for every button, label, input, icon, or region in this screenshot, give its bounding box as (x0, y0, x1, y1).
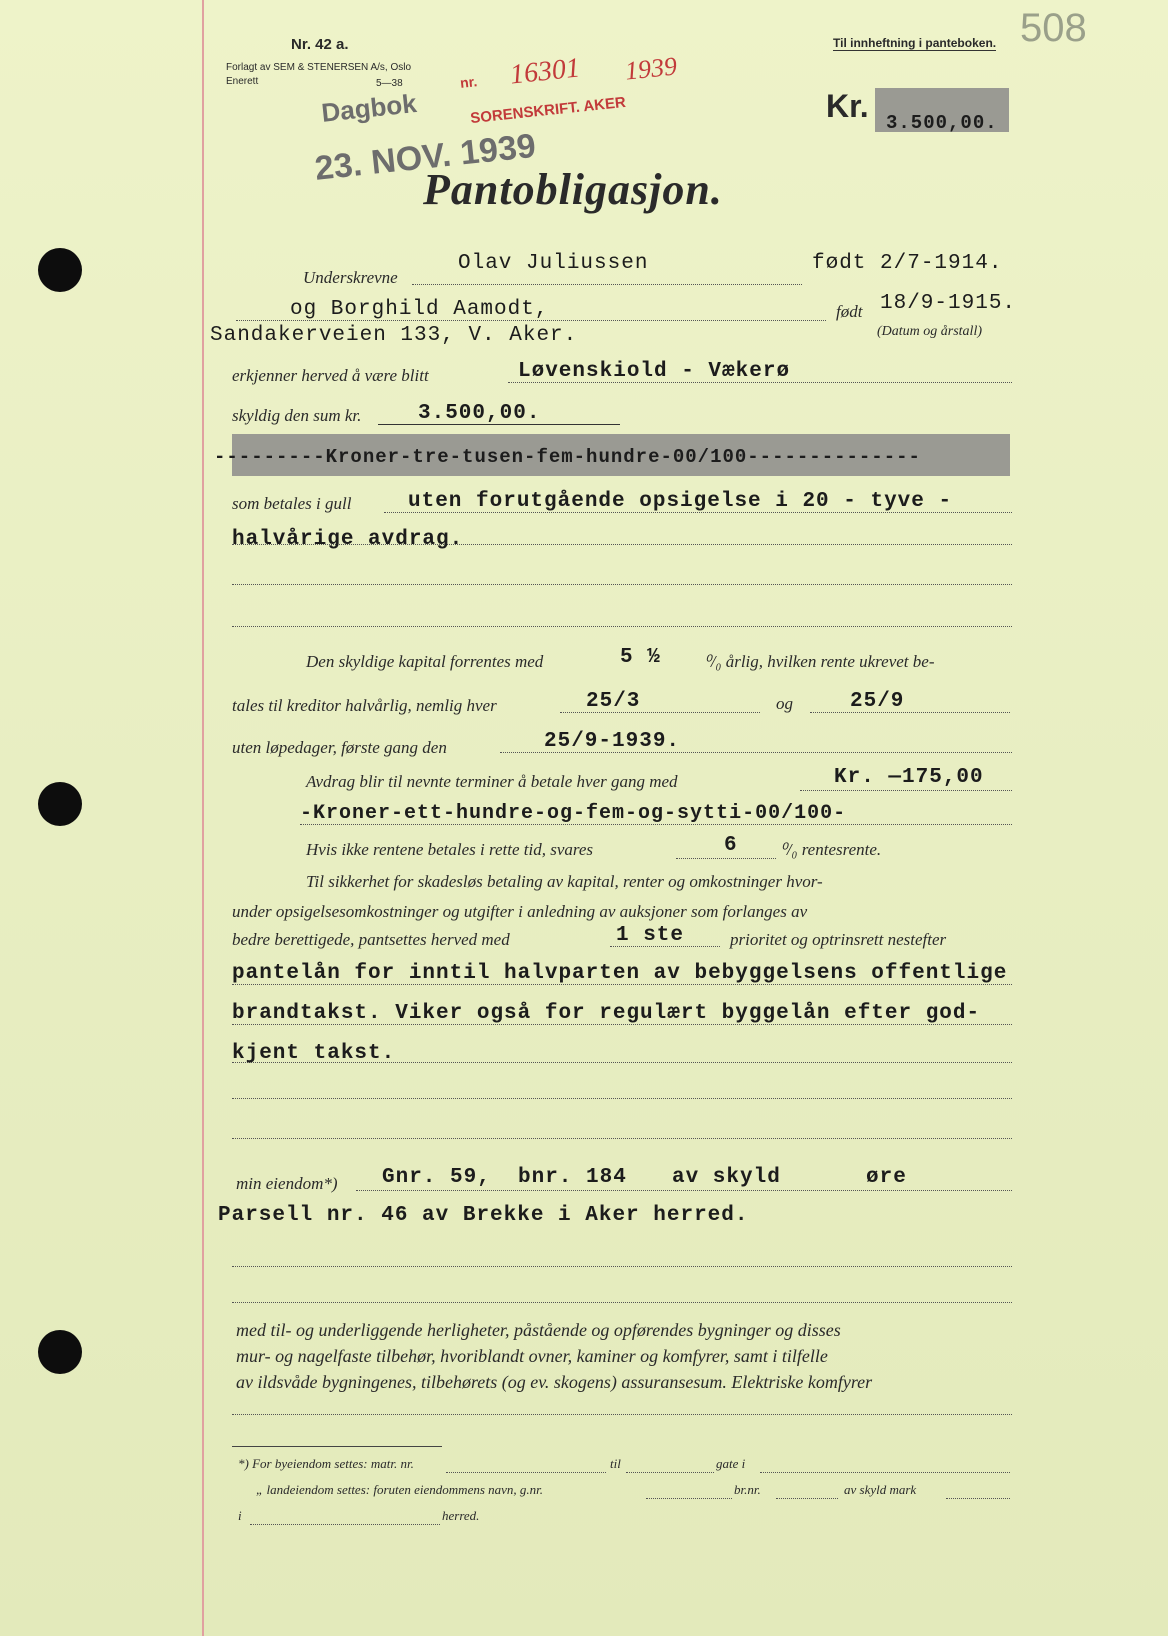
fill-line (356, 1190, 1012, 1191)
installment-amount: Kr. —175,00 (834, 766, 984, 789)
property-parcel: Parsell nr. 46 av Brekke i Aker herred. (218, 1204, 749, 1227)
edition-text: 5—38 (376, 78, 403, 89)
security-text-3b: prioritet og optrinsrett nestefter (730, 930, 947, 949)
debtor-name-2: og Borghild Aamodt, (290, 298, 549, 321)
fill-line (232, 1302, 1012, 1303)
document-title: Pantobligasjon. (423, 165, 723, 214)
fill-line (776, 1498, 838, 1499)
fill-line (946, 1498, 1010, 1499)
debtor-born-1: født 2/7-1914. (812, 252, 1003, 275)
property-bnr: bnr. 184 (518, 1166, 627, 1189)
fill-line (810, 712, 1010, 713)
stamp-nr-label: nr. (459, 73, 478, 91)
footnote-2c: av skyld mark (844, 1482, 917, 1497)
security-line-3: kjent takst. (232, 1042, 396, 1065)
interest-text-7: ⁰/₀ rentesrente. (780, 840, 882, 859)
interest-text-5: Avdrag blir til nevnte terminer å betale hver gang med (306, 772, 678, 791)
form-number: Nr. 42 a. (291, 36, 349, 53)
interest-text-3: tales til kreditor halvårlig, nemlig hver (232, 696, 497, 715)
acknowledge-label: erkjenner herved å være blitt (232, 366, 429, 385)
security-line-2: brandtakst. Viker også for regulært byggelån efter god- (232, 1002, 981, 1025)
fill-line (232, 1266, 1012, 1267)
margin-line (202, 0, 204, 1636)
amount-box-value: 3.500,00. (886, 112, 998, 134)
interest-date-1: 25/3 (586, 690, 641, 713)
footnote-3b: herred. (442, 1508, 480, 1523)
stamp-nr-value: 16301 (508, 52, 582, 91)
interest-text-1: Den skyldige kapital forrentes med (306, 652, 544, 671)
sum-words: ---------Kroner-tre-tusen-fem-hundre-00/100-------------- (214, 446, 921, 468)
fill-line (646, 1498, 732, 1499)
footnote-rule (232, 1446, 442, 1447)
interest-rate: 5 ½ (620, 646, 661, 669)
closing-line-2: mur- og nagelfaste tilbehør, hvoriblandt ovner, kaminer og komfyrer, samt i tilfelle (236, 1346, 828, 1366)
creditor-name: Løvenskiold - Vækerø (518, 360, 791, 383)
fill-line (760, 1472, 1010, 1473)
interest-og: og (776, 694, 793, 713)
stamp-office: SORENSKRIFT. AKER (469, 93, 627, 128)
undersigned-label: Underskrevne (303, 268, 398, 287)
closing-line-3: av ildsvåde bygningenes, tilbehørets (og ev. skogens) assuransesum. Elektriske komfyrer (236, 1372, 873, 1392)
stamp-year: 1939 (623, 51, 679, 86)
fill-line (626, 1472, 714, 1473)
born-2-label: født (836, 302, 863, 321)
interest-text-6: Hvis ikke rentene betales i rette tid, svares (306, 840, 594, 859)
property-ore: øre (866, 1166, 907, 1189)
fill-line (232, 626, 1012, 627)
fill-line (800, 790, 1012, 791)
installment-words: -Kroner-ett-hundre-og-fem-og-sytti-00/100- (300, 802, 847, 825)
registration-stamp (320, 88, 418, 129)
first-payment-date: 25/9-1939. (544, 730, 681, 753)
interest-text-2: ⁰/₀ årlig, hvilken rente ukrevet be- (704, 652, 935, 671)
publisher-imprint: Forlagt av SEM & STENERSEN A/s, Oslo (226, 62, 412, 73)
footnote-1b: til (610, 1456, 621, 1471)
debtor-name-1: Olav Juliussen (458, 252, 649, 275)
security-line-1: pantelån for inntil halvparten av bebyggelsens offentlige (232, 962, 1008, 985)
payment-line-2: halvårige avdrag. (232, 528, 464, 551)
interest-text-4: uten løpedager, første gang den (232, 738, 447, 757)
binder-hole (38, 782, 82, 826)
stamp-date: 23. NOV. 1939 (313, 126, 538, 188)
payment-line-1: uten forutgående opsigelse i 20 - tyve - (408, 490, 953, 513)
property-skyld: av skyld (672, 1166, 781, 1189)
page-number: 508 (1020, 6, 1087, 50)
payment-label: som betales i gull (232, 494, 352, 513)
debtor-address: Sandakerveien 133, V. Aker. (210, 324, 578, 347)
property-label: min eiendom*) (236, 1174, 338, 1193)
fill-line (446, 1472, 606, 1473)
binder-hole (38, 1330, 82, 1374)
enerett-text: Enerett (226, 76, 259, 87)
fill-line (412, 284, 802, 285)
fill-line (232, 1138, 1012, 1139)
footnote-2a: „ landeiendom settes: foruten eiendommens navn, g.nr. (256, 1482, 544, 1497)
fill-line (232, 1414, 1012, 1415)
fill-line (232, 1098, 1012, 1099)
footnote-1a: *) For byeiendom settes: matr. nr. (238, 1456, 414, 1471)
priority-value: 1 ste (616, 924, 685, 947)
property-gnr: Gnr. 59, (382, 1166, 491, 1189)
fill-line (676, 858, 776, 859)
fill-line (250, 1524, 440, 1525)
interest-date-2: 25/9 (850, 690, 905, 713)
footnote-2b: br.nr. (734, 1482, 761, 1497)
closing-line-1: med til- og underliggende herligheter, påstående og opførendes bygninger og disses (236, 1320, 841, 1340)
security-text-3a: bedre berettigede, pantsettes herved med (232, 930, 510, 949)
sum-value: 3.500,00. (418, 402, 541, 425)
security-text-1: Til sikkerhet for skadesløs betaling av kapital, renter og omkostninger hvor- (306, 872, 823, 891)
footnote-1c: gate i (716, 1456, 746, 1471)
footnote-3a: i (238, 1508, 242, 1523)
sum-label: skyldig den sum kr. (232, 406, 362, 425)
binder-hole (38, 248, 82, 292)
kr-label: Kr. (826, 88, 869, 124)
top-right-label: Til innheftning i panteboken. (833, 36, 997, 50)
penalty-rate: 6 (724, 834, 738, 857)
stamp-dagbok: Dagbok (320, 88, 418, 128)
fill-line (232, 584, 1012, 585)
debtor-born-2: 18/9-1915. (880, 292, 1017, 315)
security-text-2: under opsigelsesomkostninger og utgifter i anledning av auksjoner som forlanges av (232, 902, 808, 921)
date-hint: (Datum og årstall) (877, 324, 982, 339)
